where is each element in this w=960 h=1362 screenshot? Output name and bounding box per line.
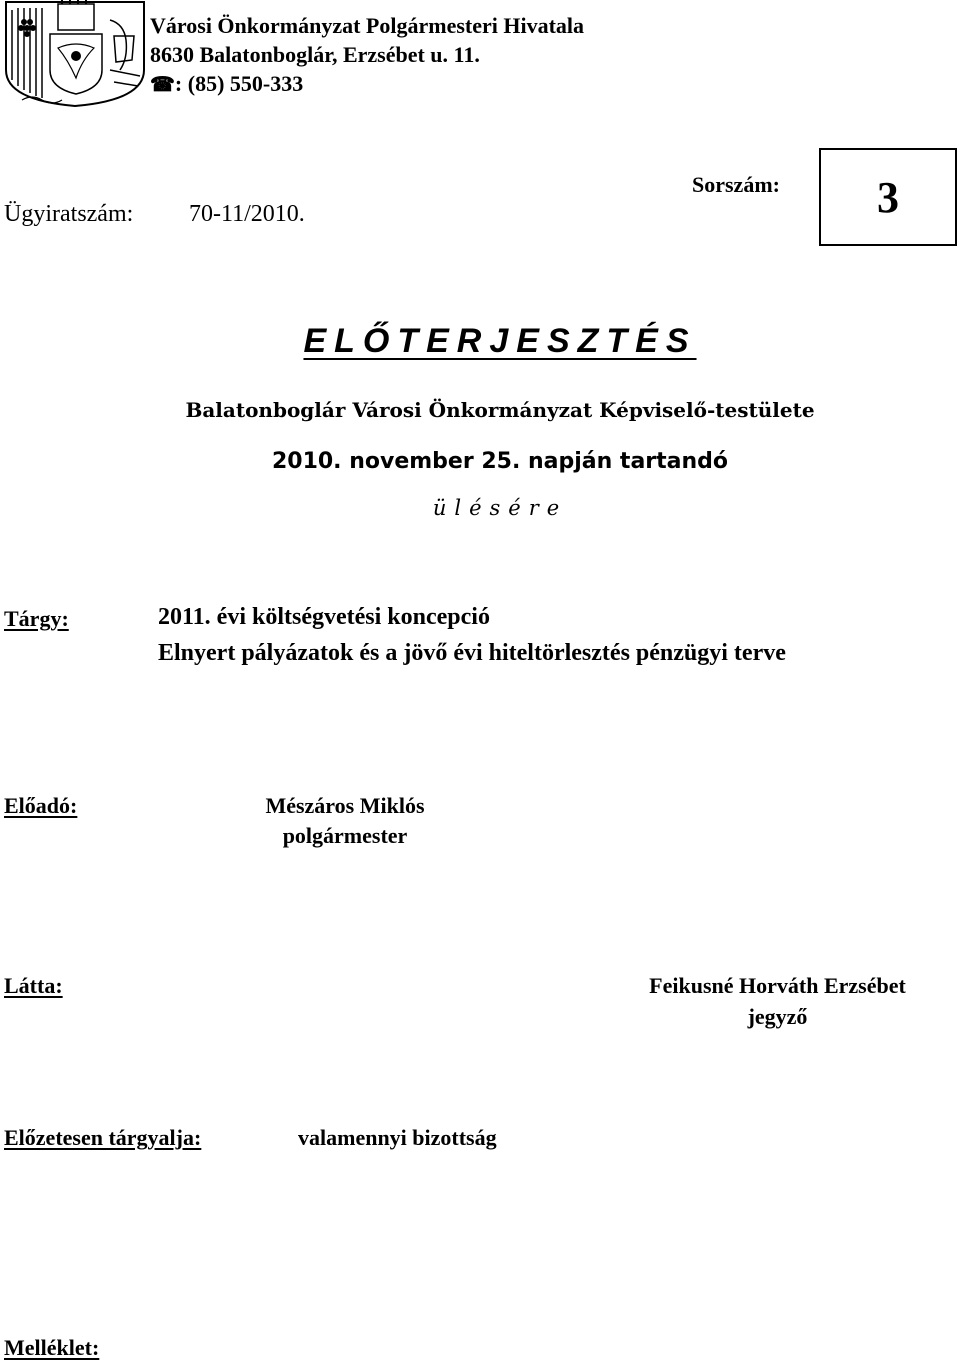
serial-box: [819, 148, 957, 246]
office-address: 8630 Balatonboglár, Erzsébet u. 11.: [150, 42, 480, 67]
telephone-icon: ☎: [150, 74, 175, 96]
presenter-label: Előadó:: [4, 793, 78, 818]
subject-line-1: 2011. évi költségvetési koncepció: [158, 604, 490, 630]
attachment-label: Melléklet:: [4, 1335, 100, 1360]
presenter-name: Mészáros Miklós: [265, 793, 425, 818]
meeting-label: ülésére: [432, 496, 568, 520]
file-number-value: 70-11/2010.: [189, 201, 305, 227]
file-number-label: Ügyiratszám:: [4, 201, 134, 227]
subject-line-2: Elnyert pályázatok és a jövő évi hiteltörlesztés pénzügyi terve: [158, 640, 786, 666]
reviewed-label: Látta:: [4, 973, 63, 998]
reviewer-name: Feikusné Horváth Erzsébet: [649, 973, 906, 998]
serial-value: 3: [877, 172, 899, 222]
pre-discussion-value: valamennyi bizottság: [298, 1125, 497, 1150]
document-title: [0, 322, 960, 361]
office-name: Városi Önkormányzat Polgármesteri Hivatala: [150, 13, 585, 38]
office-phone-line: [150, 71, 303, 98]
pre-discussion-label: Előzetesen tárgyalja:: [4, 1125, 202, 1150]
city-coat-of-arms: [2, 0, 150, 108]
council-name: Balatonboglár Városi Önkormányzat Képviselő-testülete: [185, 398, 815, 422]
meeting-date: 2010. november 25. napján tartandó: [271, 449, 729, 474]
office-phone: : (85) 550-333: [174, 71, 304, 96]
serial-label: Sorszám:: [692, 172, 780, 197]
subject-label: Tárgy:: [4, 606, 69, 631]
document-title-text: ELŐTERJESZTÉS: [303, 322, 697, 360]
presenter-title: polgármester: [282, 823, 408, 848]
reviewer-title: jegyző: [747, 1004, 808, 1029]
